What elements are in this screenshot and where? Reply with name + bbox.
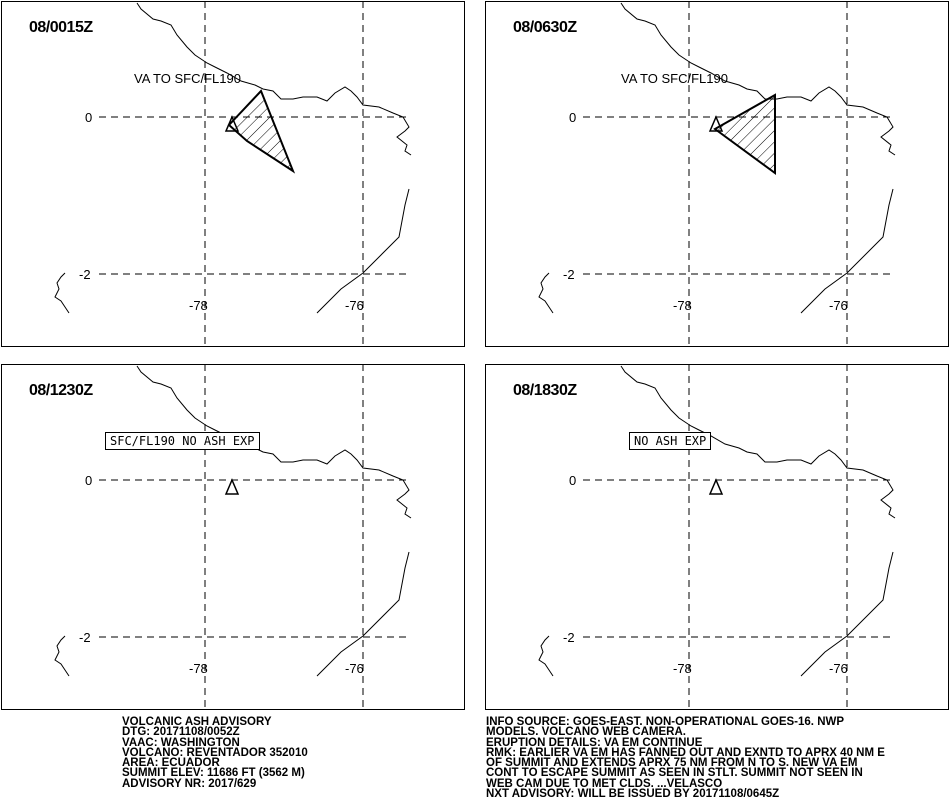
panel-frame: [486, 2, 949, 347]
advisory-line: AREA: ECUADOR: [122, 757, 220, 770]
coastline-south-west: [55, 636, 69, 676]
lat-tick-label: -2: [79, 267, 91, 282]
volcano-icon: [226, 480, 238, 494]
forecast-time: 08/1230Z: [29, 382, 93, 399]
remarks-line: MODELS. VOLCANO WEB CAMERA.: [486, 726, 686, 739]
lat-tick-label: -2: [79, 630, 91, 645]
remarks-line: NXT ADVISORY: WILL BE ISSUED BY 20171108/0645Z: [486, 788, 780, 801]
advisory-line: VOLCANO: REVENTADOR 352010: [122, 746, 308, 759]
lon-tick-label: -76: [829, 661, 848, 676]
advisory-info-block: [122, 717, 308, 789]
remarks-line: INFO SOURCE: GOES-EAST. NON-OPERATIONAL GOES-16. NWP: [486, 716, 845, 728]
lon-tick-label: -78: [189, 661, 208, 676]
map-canvas: [1, 364, 465, 710]
map-panel-4: [485, 364, 949, 710]
advisory-line: DTG: 20171108/0052Z: [122, 726, 240, 739]
coastline-south-west: [539, 273, 553, 313]
forecast-time: 08/1830Z: [513, 382, 577, 399]
map-panel-1: [1, 1, 465, 347]
remarks-block: [486, 717, 885, 799]
forecast-time: 08/0630Z: [513, 19, 577, 36]
lat-tick-label: 0: [85, 110, 93, 125]
map-panel-3: [1, 364, 465, 710]
lat-tick-label: 0: [569, 110, 577, 125]
remarks-line: WEB CAM DUE TO MET CLDS. ...VELASCO: [486, 777, 723, 790]
lon-tick-label: -78: [673, 298, 692, 313]
lat-tick-label: -2: [563, 267, 575, 282]
remarks-line: OF SUMMIT AND EXTENDS APRX 75 NM FROM N TO S. NEW VA EM: [486, 757, 858, 770]
map-canvas: [1, 1, 465, 347]
ash-height-label: NO ASH EXP: [629, 432, 711, 450]
ash-height-label: VA TO SFC/FL190: [621, 71, 728, 86]
lat-tick-label: -2: [563, 630, 575, 645]
lat-tick-label: 0: [569, 473, 577, 488]
volcano-icon: [710, 480, 722, 494]
lon-tick-label: -76: [345, 661, 364, 676]
map-canvas: [485, 364, 949, 710]
advisory-line: VAAC: WASHINGTON: [122, 736, 240, 749]
ash-height-label: VA TO SFC/FL190: [134, 71, 241, 86]
remarks-line: ERUPTION DETAILS: VA EM CONTINUE: [486, 736, 703, 749]
coastline-south-west: [539, 636, 553, 676]
coastline-south-west: [55, 273, 69, 313]
forecast-time: 08/0015Z: [29, 19, 93, 36]
advisory-line: VOLCANIC ASH ADVISORY: [122, 716, 272, 728]
lon-tick-label: -78: [189, 298, 208, 313]
map-canvas: [485, 1, 949, 347]
lat-tick-label: 0: [85, 473, 93, 488]
lon-tick-label: -76: [345, 298, 364, 313]
ash-cloud-polygon: [715, 95, 775, 173]
remarks-line: RMK: EARLIER VA EM HAS FANNED OUT AND EXNTD TO APRX 40 NM E: [486, 746, 885, 759]
panel-frame: [486, 365, 949, 710]
ash-height-label: SFC/FL190 NO ASH EXP: [105, 432, 260, 450]
remarks-line: CONT TO ESCAPE SUMMIT AS SEEN IN STLT. SUMMIT NOT SEEN IN: [486, 767, 863, 780]
panel-frame: [2, 2, 465, 347]
lon-tick-label: -76: [829, 298, 848, 313]
advisory-line: ADVISORY NR: 2017/629: [122, 777, 257, 790]
lon-tick-label: -78: [673, 661, 692, 676]
map-panel-2: [485, 1, 949, 347]
advisory-line: SUMMIT ELEV: 11686 FT (3562 M): [122, 767, 305, 780]
panel-frame: [2, 365, 465, 710]
